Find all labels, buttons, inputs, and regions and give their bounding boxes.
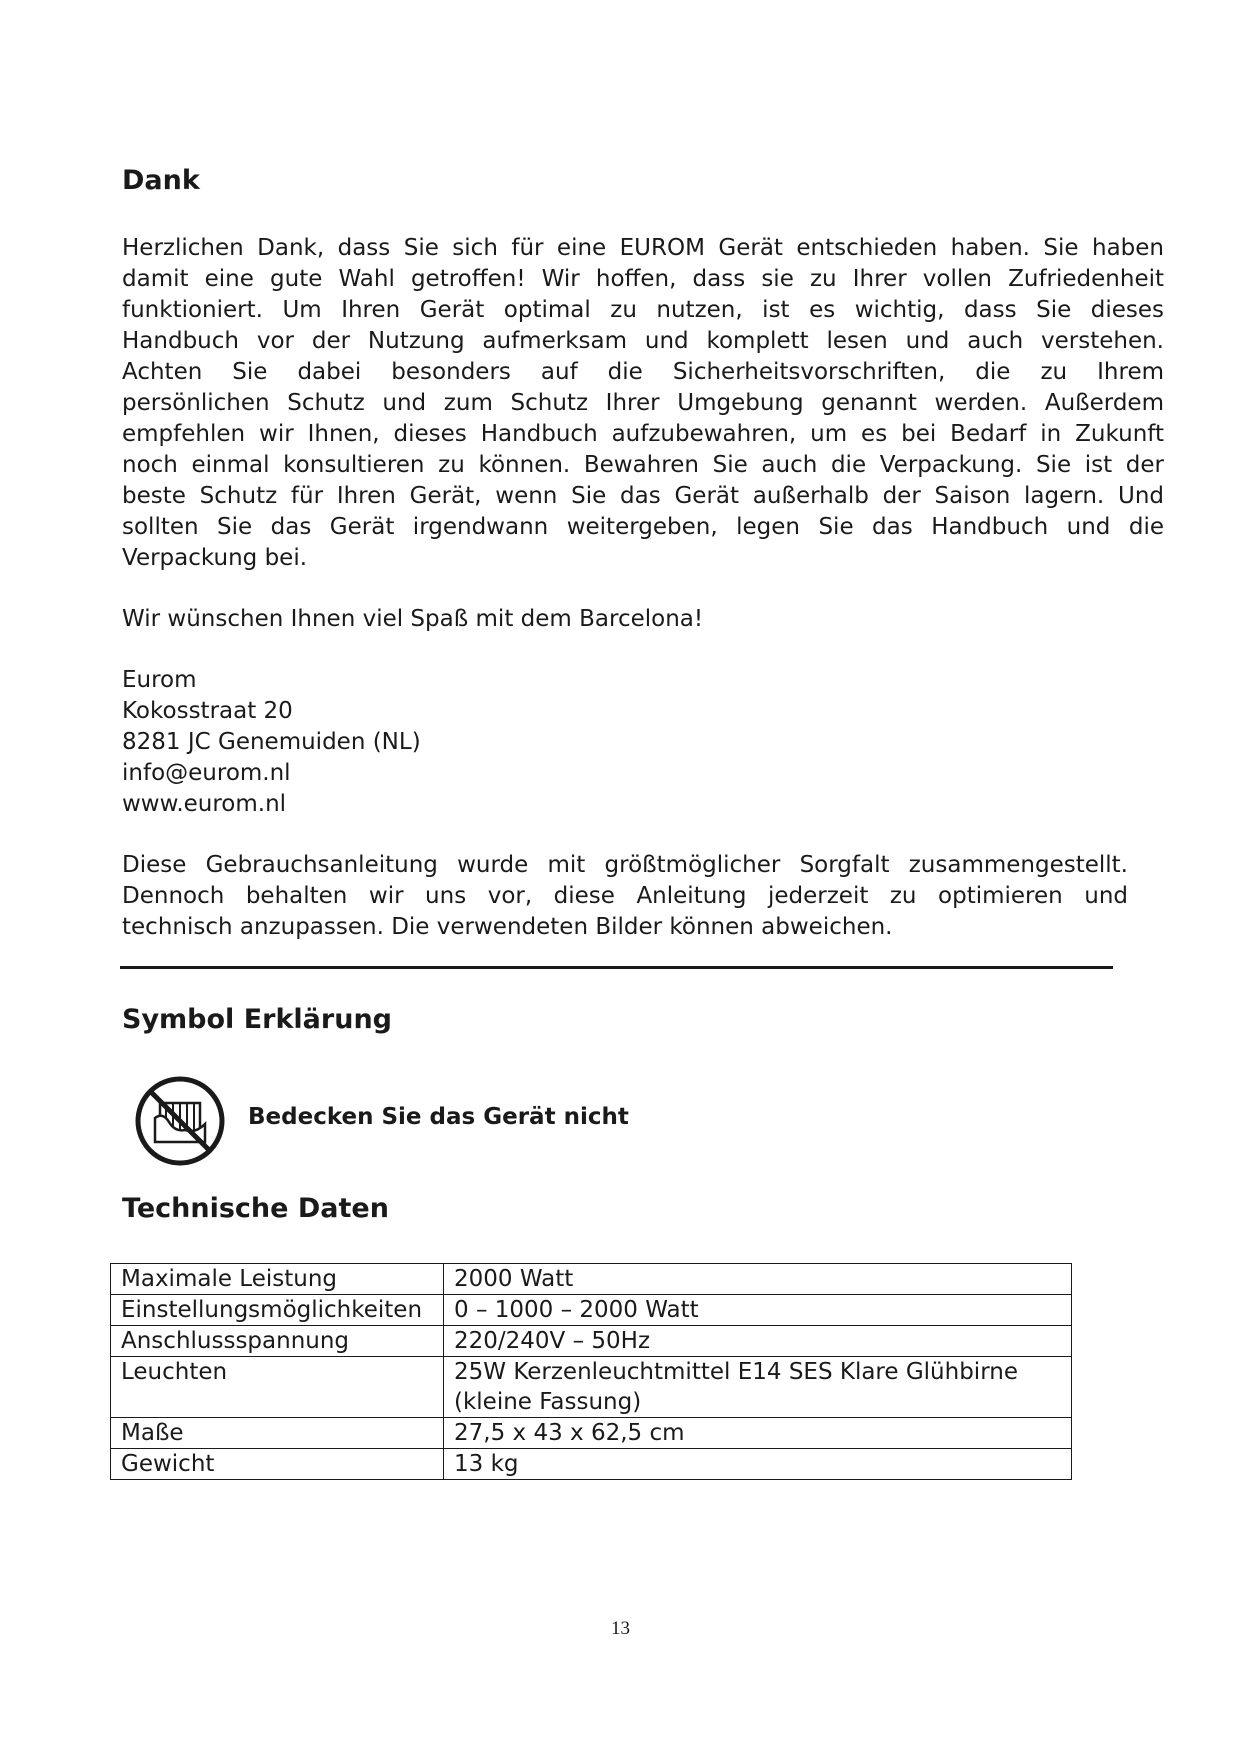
thanks-line: Achten Sie dabei besonders auf die Sicherheitsvorschriften, die zu Ihrem [122, 359, 1164, 385]
address-street: Kokosstraat 20 [122, 698, 293, 724]
page-number: 13 [611, 1618, 630, 1639]
wish-text: Wir wünschen Ihnen viel Spaß mit dem Barcelona! [122, 606, 704, 632]
spec-value: 25W Kerzenleuchtmittel E14 SES Klare Glühbirne (kleine Fassung) [444, 1357, 1072, 1418]
do-not-cover-icon [133, 1074, 227, 1168]
section-title-specs: Technische Daten [122, 1193, 389, 1224]
symbol-label: Bedecken Sie das Gerät nicht [248, 1104, 629, 1130]
spec-key: Anschlussspannung [111, 1326, 444, 1357]
spec-key: Leuchten [111, 1357, 444, 1418]
thanks-line: empfehlen wir Ihnen, dieses Handbuch aufzubewahren, um es bei Bedarf in Zukunft [122, 421, 1164, 447]
spec-value: 2000 Watt [444, 1264, 1072, 1295]
address-company: Eurom [122, 667, 197, 693]
spec-key: Einstellungsmöglichkeiten [111, 1295, 444, 1326]
thanks-line: funktioniert. Um Ihren Gerät optimal zu nutzen, ist es wichtig, dass Sie dieses [122, 297, 1164, 323]
table-row [111, 1449, 1072, 1480]
spec-value: 0 – 1000 – 2000 Watt [444, 1295, 1072, 1326]
table-row [111, 1357, 1072, 1418]
thanks-line: damit eine gute Wahl getroffen! Wir hoffen, dass sie zu Ihrer vollen Zufriedenheit [122, 266, 1164, 292]
table-row [111, 1418, 1072, 1449]
thanks-line: Verpackung bei. [122, 545, 308, 571]
specs-table [110, 1263, 1072, 1480]
spec-value: 27,5 x 43 x 62,5 cm [444, 1418, 1072, 1449]
disclaimer-line: Dennoch behalten wir uns vor, diese Anleitung jederzeit zu optimieren und [122, 883, 1128, 909]
section-title-dank: Dank [122, 165, 200, 196]
thanks-line: Handbuch vor der Nutzung aufmerksam und komplett lesen und auch verstehen. [122, 328, 1164, 354]
table-row [111, 1264, 1072, 1295]
thanks-line: beste Schutz für Ihren Gerät, wenn Sie das Gerät außerhalb der Saison lagern. Und [122, 483, 1164, 509]
disclaimer-line: Diese Gebrauchsanleitung wurde mit größtmöglicher Sorgfalt zusammengestellt. [122, 852, 1128, 878]
thanks-line: sollten Sie das Gerät irgendwann weitergeben, legen Sie das Handbuch und die [122, 514, 1164, 540]
table-row [111, 1295, 1072, 1326]
address-email[interactable]: info@eurom.nl [122, 760, 291, 786]
spec-key: Gewicht [111, 1449, 444, 1480]
address-city: 8281 JC Genemuiden (NL) [122, 729, 421, 755]
section-divider [120, 966, 1113, 969]
disclaimer-line: technisch anzupassen. Die verwendeten Bilder können abweichen. [122, 914, 893, 940]
spec-key: Maximale Leistung [111, 1264, 444, 1295]
company-address [122, 665, 421, 820]
spec-value: 220/240V – 50Hz [444, 1326, 1072, 1357]
thanks-line: noch einmal konsultieren zu können. Bewahren Sie auch die Verpackung. Sie ist der [122, 452, 1164, 478]
thanks-line: persönlichen Schutz und zum Schutz Ihrer Umgebung genannt werden. Außerdem [122, 390, 1164, 416]
section-title-symbols: Symbol Erklärung [122, 1004, 392, 1035]
table-row [111, 1326, 1072, 1357]
address-website[interactable]: www.eurom.nl [122, 791, 287, 817]
spec-key: Maße [111, 1418, 444, 1449]
thanks-paragraph [122, 233, 1164, 574]
disclaimer-paragraph [122, 850, 1128, 943]
thanks-line: Herzlichen Dank, dass Sie sich für eine EUROM Gerät entschieden haben. Sie haben [122, 235, 1164, 261]
spec-value: 13 kg [444, 1449, 1072, 1480]
